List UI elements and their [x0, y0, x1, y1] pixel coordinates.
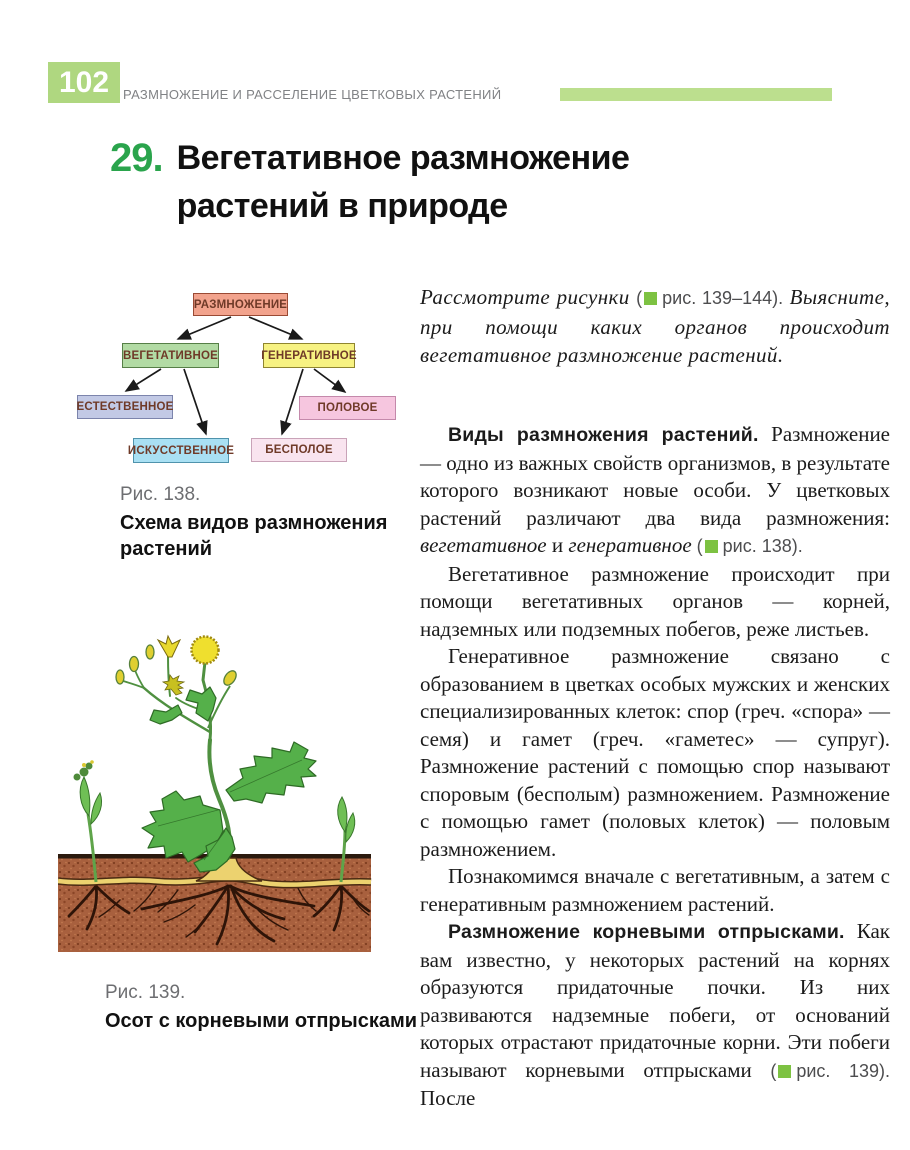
body-text: и	[546, 533, 569, 557]
figure-ref-open: (	[691, 536, 703, 556]
diagram-node-generative	[263, 343, 355, 368]
figure-ref-open: (	[636, 288, 643, 308]
run-in-heading: Размножение корневыми отпрысками.	[448, 921, 845, 943]
body-text: Размножение — одно из важных свойств организмов, в результате которого возникают новые особи. У цветковых растений различают два вида размножения:	[420, 422, 891, 530]
page-number: 102	[58, 65, 110, 99]
diagram-node-label: ЕСТЕСТВЕННОЕ	[76, 401, 174, 413]
figure-ref	[752, 1061, 890, 1081]
diagram-node-vegetative	[122, 343, 219, 368]
task-intro-text: Выясните, при помощи каких органов происходит вегетативное размножение растений.	[420, 285, 890, 367]
paragraph-vegetative: Вегетативное размножение происходит при помощи вегетативных органов — корней, надземных или подземных побегов, реже листьев.	[420, 561, 890, 641]
paragraph-root-suckers	[420, 918, 890, 1113]
sow-thistle-illustration	[58, 600, 373, 965]
figure-138-caption-text: Схема видов размножения растений	[120, 512, 388, 560]
body-text-column	[420, 421, 890, 1113]
figure-ref-close: ).	[879, 1060, 890, 1081]
diagram-node-asexual	[251, 438, 347, 462]
emphasized-term: генеративное	[568, 533, 692, 557]
figure-139-caption-text: Осот с корневыми отпрысками	[105, 1010, 418, 1032]
body-text: Как вам известно, у некоторых растений на корнях образуются придаточные почки. Из них развиваются надземные побеги, от оснований которых отрастают придаточные корни. Эти побеги называют корневыми отпрысками	[420, 919, 890, 1082]
diagram-node-sexual	[299, 396, 396, 420]
task-intro-text: Рассмотрите рисунки	[420, 285, 637, 309]
header-green-bar	[560, 88, 832, 101]
body-text: После	[420, 1086, 476, 1110]
diagram-node-label: ВЕГЕТАТИВНОЕ	[122, 349, 219, 362]
page-number-badge	[48, 62, 120, 103]
figure-ref-close: ).	[772, 288, 784, 308]
figure-ref	[636, 288, 783, 308]
figure-ref-open: (	[751, 1060, 777, 1081]
diagram-node-label: БЕСПОЛОЕ	[265, 444, 333, 456]
figure-ref-label: рис. 139–144	[662, 288, 773, 308]
diagram-node-reproduction	[193, 293, 288, 316]
diagram-node-label: ГЕНЕРАТИВНОЕ	[261, 349, 357, 362]
paragraph-types-of-reproduction	[420, 421, 890, 561]
figure-139-caption-label: Рис. 139.	[105, 982, 186, 1003]
task-intro-paragraph	[420, 283, 890, 370]
diagram-node-label: РАЗМНОЖЕНИЕ	[193, 298, 288, 311]
figure-ref-square-icon	[644, 292, 657, 305]
figure-ref-square-icon	[705, 540, 718, 553]
chapter-number: 29.	[110, 136, 163, 180]
run-in-heading: Виды размножения растений.	[448, 424, 759, 446]
figure-ref-label: рис. 139	[796, 1060, 879, 1081]
paragraph-plan: Познакомимся вначале с вегетативным, а затем с генеративным размножением растений.	[420, 864, 890, 916]
chapter-title: Вегетативное размножение растений в природе	[176, 139, 630, 225]
figure-ref-square-icon	[778, 1065, 791, 1078]
reproduction-scheme-diagram	[60, 280, 405, 475]
running-head: РАЗМНОЖЕНИЕ И РАССЕЛЕНИЕ ЦВЕТКОВЫХ РАСТЕНИЙ	[123, 87, 502, 102]
figure-ref-close: ).	[791, 536, 803, 556]
emphasized-term: вегетативное	[420, 533, 547, 557]
diagram-node-label: ПОЛОВОЕ	[317, 402, 378, 414]
figure-ref-label: рис. 138	[722, 536, 792, 556]
chapter-heading	[110, 134, 662, 230]
diagram-node-artificial	[127, 438, 235, 463]
diagram-node-label: ИСКУССТВЕННОЕ	[127, 444, 235, 457]
figure-ref	[692, 536, 803, 556]
plant-drawing	[58, 600, 373, 965]
figure-138-caption-label: Рис. 138.	[120, 484, 201, 505]
diagram-node-natural	[77, 395, 173, 419]
paragraph-generative: Генеративное размножение связано с образованием в цветках особых мужских и женских специализированных клеток: спор (греч. «спора» — семя) и гамет (греч. «гаметес» — супруг). Размножение растений с помощью спор называют споровым (бесполым) размножением. Размножение с помощью гамет (половых клеток) — половым размножением.	[420, 644, 890, 861]
